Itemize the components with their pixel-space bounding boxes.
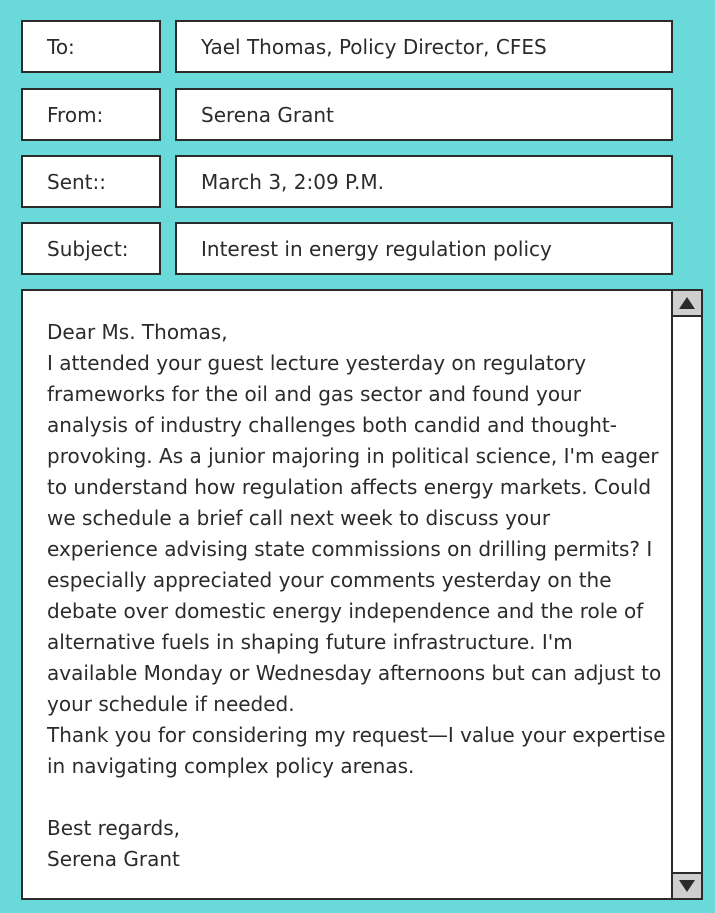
vertical-scrollbar[interactable] — [671, 291, 701, 898]
message-signoff: Best regards, — [47, 816, 181, 840]
scroll-track[interactable] — [673, 317, 701, 872]
arrow-up-icon — [679, 297, 695, 309]
from-label — [21, 88, 161, 141]
message-spacer — [47, 782, 667, 813]
message-text — [47, 317, 667, 875]
message-paragraph-2: Thank you for considering my request—I value your expertise in navigating complex policy arenas. — [47, 723, 666, 778]
to-field[interactable] — [175, 20, 673, 73]
from-field-text: Serena Grant — [201, 102, 334, 127]
message-signature: Serena Grant — [47, 847, 180, 871]
to-label-text: To: — [47, 34, 75, 59]
message-paragraph-1: I attended your guest lecture yesterday on regulatory frameworks for the oil and gas sector and found your analysis of industry challenges both candid and thought-provoking. As a junior majoring in political science, I'm eager to understand how regulation affects energy markets. Could we schedule a brief call next week to discuss your experience advising state commissions on drilling permits? I especially appreciated your comments yesterday on the debate over domestic energy independence and the role of alternative fuels in shaping future infrastructure. I'm available Monday or Wednesday afternoons but can adjust to your schedule if needed. — [47, 351, 662, 716]
arrow-down-icon — [679, 880, 695, 892]
subject-label-text: Subject: — [47, 236, 129, 261]
sent-field[interactable] — [175, 155, 673, 208]
from-field[interactable] — [175, 88, 673, 141]
message-body[interactable] — [21, 289, 703, 900]
to-field-text: Yael Thomas, Policy Director, CFES — [201, 34, 547, 59]
scroll-down-button[interactable] — [673, 872, 701, 898]
message-greeting: Dear Ms. Thomas, — [47, 320, 228, 344]
sent-label — [21, 155, 161, 208]
scroll-up-button[interactable] — [673, 291, 701, 317]
subject-field-text: Interest in energy regulation policy — [201, 236, 552, 261]
from-label-text: From: — [47, 102, 104, 127]
sent-label-text: Sent:: — [47, 169, 106, 194]
to-label — [21, 20, 161, 73]
subject-field[interactable] — [175, 222, 673, 275]
sent-field-text: March 3, 2:09 P.M. — [201, 169, 384, 194]
subject-label — [21, 222, 161, 275]
